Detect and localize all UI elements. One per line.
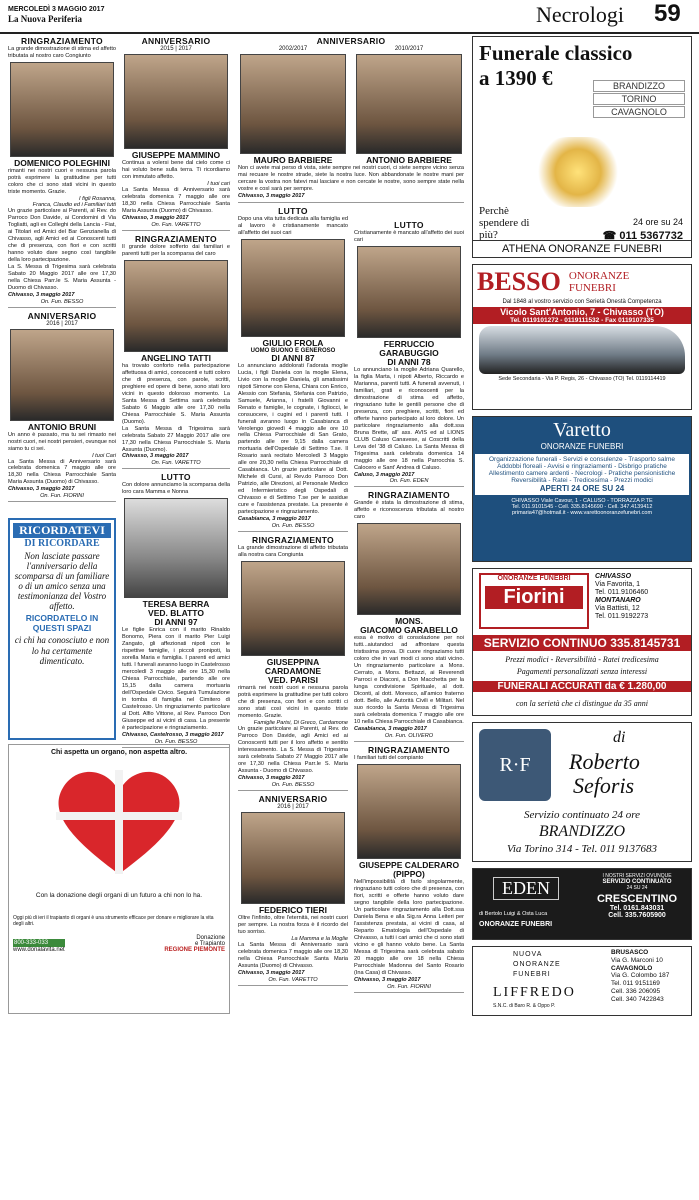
notice-barbiere — [238, 36, 464, 203]
notice-place: Chivasso, 3 maggio 2017 — [122, 453, 189, 460]
eden-name: EDEN — [493, 877, 559, 900]
funeral-home: On. Fun. OLIVERO — [384, 733, 434, 740]
notice-tatti — [122, 234, 230, 470]
heart-icon — [44, 764, 194, 884]
deceased-age: DI ANNI 78 — [387, 356, 431, 367]
besso-since: Dal 1848 al vostro servizio con Serietà Onestà Competenza — [502, 299, 662, 305]
deceased-name: ANTONIO BARBIERE — [366, 155, 452, 165]
funeral-home: On. Fun. FIORINI — [387, 983, 431, 990]
fiorini-city: MONTANARO — [595, 597, 641, 605]
don-head: Chi aspetta un organo, non aspetta altro. — [50, 749, 188, 756]
ric-title: DI RICORDARE — [24, 538, 100, 549]
ric-body: Non lasciate passare l'anniversario della scomparsa di un familiare o di un amico senza una testimonianza del Vostro affetto. — [14, 551, 110, 612]
notice-place: Chivasso, 3 maggio 2017 — [8, 291, 75, 298]
funeral-home: On. Fun. BESSO — [154, 738, 198, 745]
notice-kind: RINGRAZIAMENTO — [21, 36, 103, 46]
seforis-service: Servizio continuato 24 ore — [524, 809, 640, 821]
hands-image — [533, 137, 623, 207]
deceased-name: GIULIO FROLA — [262, 337, 324, 348]
eden-of: ONORANZE FUNEBRI — [479, 921, 553, 928]
notice-intro: Il grande dolore sofferto dai familiari e parenti tutti per la scomparsa del caro — [122, 243, 230, 257]
don-caption: Con la donazione degli organi di un futuro a chi non lo ha. — [35, 892, 203, 899]
deceased-name: GIUSEPPE MAMMINO — [131, 150, 221, 160]
deceased-name: GARABUGGIO — [379, 347, 439, 358]
notice-kind: LUTTO — [278, 205, 308, 216]
notice-text: La Santa Messa di Anniversario sarà celebrata domenica 7 maggio alle ore 18,30 nella Chiesa Parrocchiale Santa Maria Assunta (Duomo) di Chivasso. — [238, 941, 348, 969]
fiorini-price: FUNERALI ACCURATI da € 1.280,00 — [473, 681, 691, 692]
notice-text: Lo annunciano la moglie Adriana Quarello, la figlia Marta, i nipoti Alberto, Riccardo e Marianna, parenti tutti. A funerali avvenuti, i familiari, grati e riconoscenti per la dimostrazione di stima ed affetto, ringraziano tutte le gentili persone che di presenza, con preghiere, scritti, fiori ed offerte hanno partecipato al loro dolore. Un particolare ringraziamento alla dott.ssa Bruna Brette, all' ass. AVIS ed al LIONS CLUB Caluso Canavese, ai Coscritti della Leva del '38 di Caluso. La Santa Messa di Trigesima sarà celebrata domenica 14 maggio alle ore 18 nella Parrocchia S. Calocero e Sant' Andrea di Caluso. — [354, 366, 464, 471]
fiorini-tel[interactable]: Tel. 011.9192273 — [595, 613, 649, 621]
seforis-address[interactable]: Via Torino 314 - Tel. 011 9137683 — [506, 843, 658, 855]
liffredo-town: BRUSASCO — [611, 949, 649, 956]
town: TORINO — [593, 93, 685, 105]
notice-intro: La grande dimostrazione di affetto tributata alla nostra cara Congiunta — [238, 545, 348, 559]
notice-kind: ANNIVERSARIO — [258, 793, 328, 804]
notice-years: 2010/2017 — [394, 46, 424, 52]
notice-garabello — [354, 490, 464, 742]
funeral-home: On. Fun. BESSO — [271, 523, 315, 530]
deceased-name: GIACOMO GARABELLO — [360, 625, 458, 636]
liffredo-addr: Via G. Marconi 10 — [611, 956, 663, 964]
notice-kind: ANNIVERSARIO — [27, 310, 97, 321]
funeral-home: On. Fun. BESSO — [271, 781, 315, 788]
funeral-home: On. Fun. FIORINI — [40, 493, 84, 500]
athena-line1: Funerale classico — [479, 41, 633, 65]
fiorini-tel[interactable]: Tel. 011.9106460 — [595, 589, 649, 597]
fiorini-band[interactable]: SERVIZIO CONTINUO 335.8145731 — [473, 635, 691, 651]
signature: I tuoi cari — [207, 180, 230, 187]
portrait-photo — [357, 523, 461, 615]
eden-r2: SERVIZIO CONTINUATO — [602, 879, 672, 885]
portrait-photo — [241, 239, 345, 337]
deceased-name: DOMENICO POLEGHINI — [14, 157, 110, 168]
don-right: e Trapianto — [194, 941, 225, 947]
deceased-name: VED. BLATTO — [148, 608, 204, 619]
notice-kind: ANNIVERSARIO — [141, 36, 211, 46]
athena-phone[interactable]: ☎ 011 5367732 — [602, 230, 683, 242]
newspaper-name: La Nuova Periferia — [8, 14, 82, 24]
liffredo-tel[interactable]: Tel. 011 9151169 — [611, 980, 660, 988]
eden-tel[interactable]: Cell. 335.7605900 — [608, 912, 666, 919]
portrait-photo — [124, 498, 228, 598]
deceased-name: MONS. — [395, 616, 423, 627]
notice-place: Casabianca, 3 maggio 2017 — [238, 516, 311, 523]
notice-text: Un anno è passato, ma tu sei rimasto nei nostri cuori, nei nostri pensieri, ovunque noi siamo tu ci sei. — [8, 431, 116, 452]
notice-intro: Grande è stata la dimostrazione di stima, affetto e riconoscenza tributata al nostro caro — [354, 500, 464, 521]
portrait-photo — [10, 329, 114, 421]
notice-text: Nell'impossibilità di farlo singolarmente, ringraziano tutti coloro che di presenza, con fiori, scritti e offerte hanno voluto dare segno tangibile della loro partecipazione. Un particolare ringraziamento alla Dott.ssa Daniela Bena e alla Sig.ra Anna Leiteri per l'assistenza prestata, ai vicini di casa, al Reparto Ematologia dell'Ospedale di Chivasso, a tutti i cari amici che ci sono stati vicino e gli hanno voluto bene. La Santa Messa di Trigesima sarà celebrata sabato 20 maggio alle ore 18 nella Chiesa Parrocchiale Madonna del Santo Rosario (Ina Casa) di Chivasso. — [354, 878, 464, 976]
notice-place: Chivasso, 3 maggio 2017 — [122, 214, 189, 221]
notice-text: Non ci avete mai perso di vista, siete sempre nei nostri cuori, ci siete sempre vicino senza mai recuare le nostre strade, siete la nostra luce. Non abbandonate le nostre mani per cercare la vostra non fatevi mai lasciare e non cercate le nostre, sono sempre state nella vostre e così sarà per sempre. — [238, 164, 464, 192]
varetto-sub: ONORANZE FUNEBRI — [540, 442, 624, 451]
deceased-name: VED. PARISI — [268, 675, 318, 686]
notice-text: Le figlie Enrica con il marito Rinaldo Bonomo, Piera con il marito Pier Luigi Zangato, gli affezionati nipoti con le rispettive famiglie, i piccoli pronipoti, la sorella Maria e famiglia. I parenti ed amici tutti. I funerali avranno luogo in Castelrosso mercoledì 3 maggio alle ore 15,30 nella Chiesa Parrocchiale, partendo alle ore 15,15 dalla camera mortuaria dell'Ospedale Civico. Seguirà Tumulazione in tomba di famiglia nel Cimitero di Castelrosso. Un ringraziamento particolare al Dott. Alfio Vittone, al Rev. Parroco Don Giuseppe ed ai vicini di casa. La presente è partecipazione e ringraziamento. — [122, 627, 230, 731]
notice-kind: RINGRAZIAMENTO — [368, 490, 450, 501]
notice-intro: Con dolore annunciamo la scomparsa della loro cara Mamma e Nonna — [122, 482, 230, 496]
ad-varetto[interactable] — [472, 416, 692, 562]
notice-text: La Santa Messa di Anniversario sarà celebrata domenica 7 maggio alle ore 18,30 nella Chiesa Parrocchiale Santa Maria Assunta (Duomo) di Chivasso. — [122, 186, 230, 214]
athena-towns — [593, 79, 685, 119]
sub-column-3a — [238, 206, 348, 989]
fiorini-arc: ONORANZE FUNEBRI — [497, 575, 571, 582]
varetto-name: Varetto — [553, 419, 611, 441]
ric-call: RICORDATELO IN QUESTI SPAZI — [25, 613, 99, 634]
signature: La Mamma e la Moglie — [291, 935, 348, 942]
athena-name: ATHENA ONORANZE FUNEBRI — [473, 240, 691, 257]
notice-kind: LUTTO — [394, 220, 424, 230]
portrait-photo — [124, 260, 228, 352]
funeral-home: On. Fun. VARETTO — [151, 460, 201, 467]
notice-cardamone — [238, 535, 348, 791]
eden-r3: 24 SU 24 — [626, 885, 648, 891]
signature: Franca, Claudio ed i Familiari tutti — [32, 201, 116, 208]
don-fine: Oggi più di ieri il trapianto di organi è una strumento efficace per donare e migliorare la vita degli altri. — [13, 915, 214, 927]
fiorini-addr: Via Favorita, 1 — [595, 581, 641, 589]
liffredo-snc: S.N.C. di Baro R. & Oppo P. — [493, 1003, 556, 1009]
varetto-address: CHIVASSO Viale Cavour, 1 - CALUSO - TORRAZZA P.TE — [511, 498, 653, 504]
fiorini-addr: Via Battisti, 12 — [595, 605, 640, 613]
notice-mammino — [122, 36, 230, 231]
portrait-photo — [240, 54, 346, 154]
notice-kind: RINGRAZIAMENTO — [135, 233, 217, 244]
issue-date: MERCOLEDÌ 3 MAGGIO 2017 — [8, 6, 105, 13]
deceased-name: FERRUCCIO — [383, 338, 435, 349]
notice-place: Caluso, 3 maggio 2017 — [354, 471, 415, 478]
deceased-epithet: UOMO BUONO E GENEROSO — [250, 347, 336, 354]
column-4 — [354, 220, 464, 1200]
deceased-name: MAURO BARBIERE — [253, 155, 333, 165]
fiorini-city: CHIVASSO — [595, 573, 632, 580]
liffredo-of: ONORANZE — [513, 961, 561, 968]
varetto-mail[interactable]: primaria47@hotmail.it - www.varettoonoranzefunebri.com — [511, 510, 653, 516]
funeral-home: On. Fun. BESSO — [40, 298, 84, 305]
notice-text: Oltre l'infinito, oltre l'eternità, nei nostri cuori per sempre. La nostra forza è il ricordo del tuo sorriso. — [238, 914, 348, 935]
varetto-line: Allestimento camere ardenti - Necrologi - Pratiche pensionistiche — [488, 470, 676, 477]
seforis-name: Roberto — [569, 749, 640, 774]
signature: I tuoi Cari — [92, 452, 116, 459]
don-right: Donazione — [196, 935, 225, 941]
notice-years: 2016 | 2017 — [46, 320, 78, 327]
eden-tel[interactable]: Tel. 0161.843031 — [609, 905, 665, 912]
notice-bruni — [8, 311, 116, 503]
notice-years: 2016 | 2017 — [277, 803, 309, 810]
notice-tieri — [238, 794, 348, 986]
varetto-line: Reversibilità - Ratei - Tredicesima - Prezzi modici — [511, 477, 653, 484]
notice-place: Chivasso, 3 maggio 2017 — [8, 486, 75, 493]
liffredo-of: FUNEBRI — [513, 971, 551, 978]
deceased-name: FEDERICO TIERI — [258, 904, 327, 915]
portrait-photo — [357, 764, 461, 859]
don-site: www.donalavita.net — [13, 947, 65, 953]
notice-text: Lo annunciano addolorati l'adorata moglie Lucia, i figli Daniela con la moglie Elena, Livio con la moglie Daniela, gli amatissimi nipoti Simone con Elena, Chiara con Enrico, Alessio con Stefania, Stefania con Patrizio, Samuele, Arianna, i fratelli Giovanni e Renato e famiglie, le cognate, i figliocci, le consuocere, i cugini ed i parenti tutti. I funerali avranno luogo in Casabianca di Verolengo giovedì 4 maggio alle ore 10 nella Chiesa Parrocchiale di San Grato, partendo alle ore 9,15 dalla camera mortuaria dell'Ospedale di Settimo T.se. Il Rosario sarà recitato Mercoledì 3 Maggio alle ore 20,30 nella Chiesa Parrocchiale di Casabianca. Un grazie particolare al Dott. Michele di Cursi, al Rev.do Parroco Don Patrizio, alle Direzioni, al Personale Medico ed Infermieristico degli Ospedali di Chivasso e di Settimo T.se per le assidue cure e l'assistenza prestate. La presente è partecipazione e ringraziamento. — [238, 362, 348, 516]
notice-poleghini — [8, 36, 116, 308]
seforis-logo: R·F — [479, 729, 551, 801]
athena-line2: a 1390 € — [479, 66, 553, 90]
besso-tag: FUNEBRI — [568, 282, 616, 294]
notice-kind: RINGRAZIAMENTO — [368, 745, 450, 756]
don-phone: 800-333-033 — [13, 939, 65, 947]
notice-text: essa è motivo di consolazione per noi tutti...aiutandoci ad affrontare questa tristissima prova. Di cuore ringraziamo tutti coloro che in vari modi ci sono stati vicino. Un ringraziamento particolare a Mons. Cerrato, a Mons. Bettazzi, ai Reverendi Parroci e Diaconi, a Don Macchetta per la lunga condivisione Spirituale, al dott. Diconti, al dott. Moresco, all'amico fraterno dott. Bello, alle Autorità Civili e Militari. Nel suo ricordo la Santa Messa di Trigesima sarà celebrata domenica 7 maggio alle ore 10 nella Chiesa Parrocchiale di Casabianca. — [354, 635, 464, 726]
notice-text: La Santa Messa di Trigesima sarà celebrata Sabato 27 Maggio 2017 alle ore 17,30 nella Chiesa Parrocchiale S. Maria Assunta (Duomo). — [122, 425, 230, 453]
ric-title: RICORDATEVI — [13, 523, 111, 538]
ad-liffredo[interactable] — [472, 946, 692, 1016]
fiorini-p2: Pagamenti personalizzati senza interessi — [516, 667, 648, 676]
signature: I figli Rosanna, — [78, 195, 116, 202]
notice-text: ha trovato conforto nella partecipazione affettuosa di amici, conoscenti e tutti coloro che di presenza, con parole, scritti, preghiere ed opere di bene, sono stati loro vicini in questo doloroso momento. La Santa Messa di Settima sarà celebrata Sabato 6 Maggio alle ore 17,30 nella Chiesa Parrocchiale S. Maria Assunta (Duomo). — [122, 362, 230, 425]
portrait-photo — [124, 54, 228, 149]
notice-kind: LUTTO — [161, 472, 191, 483]
deceased-age: DI ANNI 97 — [154, 617, 198, 628]
ricordatevi-box — [8, 518, 116, 740]
notice-text: Un grazie particolare ai Parenti, al Rev. do Parroco Don Davide, ai Condomini di Via Togliatti, agli ex Colleghi della Lancia - Fiat, ai Titolari ed Amici del Bar Genzianella di Chivasso, agli Amici ed ai Conoscenti tutti che di presenza, con fiori e con scritti hanno voluto dare segno così tangibile della loro partecipazione. — [8, 207, 116, 263]
portrait-photo — [241, 561, 345, 656]
funeral-home: On. Fun. EDEN — [389, 478, 429, 485]
portrait-photo — [357, 246, 461, 338]
organ-donation-ad — [8, 744, 230, 1014]
besso-tel[interactable]: Tel. 0119101272 - 0119111532 - Fax 0119107335 — [473, 317, 691, 324]
fiorini-name: Fiorini — [485, 586, 583, 609]
notice-intro: Cristianamente è mancato all'affetto dei suoi cari — [354, 230, 464, 243]
hearse-image — [479, 326, 685, 374]
notice-place: Casabianca, 3 maggio 2017 — [354, 726, 427, 733]
deceased-age: DI ANNI 87 — [271, 352, 315, 363]
varetto-line: Addobbi floreali - Avvisi e ringraziamenti - Disbrigo pratiche — [497, 463, 667, 470]
portrait-photo — [356, 54, 462, 154]
liffredo-addr: Via G. Colombo 187 — [611, 972, 670, 980]
seforis-di: di — [613, 729, 626, 746]
notice-kind: ANNIVERSARIO — [316, 36, 386, 46]
section-title: Necrologi — [536, 2, 624, 27]
notice-years: 2002/2017 — [278, 46, 308, 52]
notice-calderaro — [354, 745, 464, 993]
notice-frola — [238, 206, 348, 532]
eden-r1: I NOSTRI SERVIZI OVUNQUE — [602, 873, 672, 879]
notice-text: Un grazie particolare ai Parenti, al Rev. do Parroco Don Davide, agli Amici ed ai Conoscenti tutti per il loro affetto e sentito interessamento. La S. Messa di Trigesima sarà celebrata Sabato 27 Maggio 2017 alle ore 17,30 nella Chiesa Parr.le S. Maria Assunta - Duomo di Chivasso. — [238, 725, 348, 774]
deceased-name: GIUSEPPINA CARDAMONE — [264, 657, 322, 677]
liffredo-town: CAVAGNOLO — [611, 964, 653, 972]
eden-by: di Bertolo Luigi & Osta Luca — [479, 911, 548, 917]
besso-tag: ONORANZE — [568, 270, 630, 282]
notice-place: Chivasso, 3 maggio 2017 — [238, 192, 305, 199]
ad-besso[interactable] — [472, 264, 692, 410]
besso-address: Vicolo Sant'Antonio, 7 - Chivasso (TO) — [473, 307, 691, 317]
fiorini-foot: con la serietà che ci distingue da 35 anni — [516, 699, 648, 708]
town: BRANDIZZO — [593, 80, 685, 92]
ad-seforis[interactable] — [472, 722, 692, 862]
liffredo-nuova: NUOVA — [513, 951, 543, 958]
regione-logo: REGIONE PIEMONTE — [164, 947, 225, 953]
portrait-photo — [10, 62, 114, 157]
ad-eden[interactable] — [472, 868, 692, 940]
eden-town: CRESCENTINO — [596, 893, 678, 905]
ad-athena[interactable] — [472, 36, 692, 258]
notice-place: Chivasso, 3 maggio 2017 — [238, 774, 305, 781]
page-number: 59 — [654, 0, 681, 27]
varetto-line: Organizzazione funerali - Servizi e consulenze - Trasporto salme — [488, 456, 676, 463]
deceased-name: GIUSEPPE CALDERARO — [358, 860, 460, 871]
liffredo-cell[interactable]: Cell. 340 7422843 — [611, 995, 664, 1003]
varetto-tel[interactable]: Tel. 011.9101545 - Cell. 335.8145690 - Cell. 347.4139412 — [511, 504, 653, 510]
deceased-name: ANGELINO TATTI — [140, 352, 212, 363]
deceased-name: (PIPPO) — [393, 868, 425, 879]
notice-intro: I familiari tutti del compianto — [354, 755, 424, 762]
liffredo-name: LIFFREDO — [493, 985, 576, 1000]
seforis-name: Seforis — [573, 773, 635, 798]
notice-intro: La grande dimostrazione di stima ed affetto tributata al nostro caro Congiunto — [8, 46, 116, 59]
notice-place: Chivasso, 3 maggio 2017 — [354, 976, 421, 983]
liffredo-cell[interactable]: Cell. 336 206095 — [611, 987, 661, 995]
notice-text: rimanti nei nostri cuori e nessuna parola potrà esprimere la gratitudine per tutti coloro che ci sono stati vicini in questo triste momento. Grazie. — [8, 167, 116, 195]
athena-question: Perchè spendere di più? — [479, 205, 530, 241]
notice-text: Continua a volersi bene dal cielo come ci hai voluto bene sulla terra. Ti ricordiamo con immutato affetto. — [122, 159, 230, 180]
athena-hours: 24 ore su 24 — [632, 217, 683, 227]
signature: Famiglie Parisi, Di Greco, Cardamone — [253, 719, 348, 726]
funeral-home: On. Fun. VARETTO — [268, 976, 318, 983]
notice-text: La S. Messa di Trigesima sarà celebrata Sabato 20 Maggio 2017 alle ore 17,30 nella Chiesa Parr.le S. Maria Assunta - Duomo di Chivasso. — [8, 263, 116, 291]
ric-body2: ci chi ha conosciuto e non lo ha certamente dimenticato. — [14, 635, 110, 666]
notice-place: Chivasso, 3 maggio 2017 — [238, 969, 305, 976]
notice-text: La Santa Messa di Anniversario sarà celebrata domenica 7 maggio alle ore 18,30 nella Chiesa Parrocchiale Santa Maria Assunta (Duomo) di Chivasso. — [8, 458, 116, 486]
deceased-name: ANTONIO BRUNI — [27, 421, 97, 432]
notice-berra — [122, 472, 230, 747]
notice-place: Chivasso, Castelrosso, 3 maggio 2017 — [122, 731, 224, 738]
funeral-home: On. Fun. VARETTO — [151, 221, 201, 228]
column-2 — [122, 36, 230, 745]
notice-kind: RINGRAZIAMENTO — [252, 535, 334, 546]
portrait-photo — [241, 812, 345, 904]
town: CAVAGNOLO — [593, 106, 685, 118]
notice-text: rimarrà nei nostri cuori e nessuna parola potrà esprimere la gratitudine per tutti coloro che di presenza, con fiori e con scritti ci sono stati così vicini in questo triste momento. Grazie. — [238, 685, 348, 719]
notice-garabuggio — [354, 220, 464, 487]
varetto-hours: APERTI 24 ORE SU 24 — [539, 484, 625, 493]
ad-fiorini[interactable] — [472, 568, 692, 716]
page-header — [0, 0, 699, 34]
besso-name: BESSO — [477, 267, 561, 296]
fiorini-p1: Prezzi modici - Reversibilità - Ratei tredicesima — [505, 655, 659, 664]
notice-intro: Dopo una vita tutta dedicata alla famiglia ed al lavoro è cristianamente mancato all'affetto dei suoi cari — [238, 215, 348, 236]
notice-years: 2015 | 2017 — [160, 46, 192, 52]
seforis-town: BRANDIZZO — [538, 823, 626, 840]
besso-sede: Sede Secondaria - Via P. Regis, 26 - Chivasso (TO) Tel. 0119114419 — [498, 376, 666, 382]
deceased-name: TERESA BERRA — [142, 599, 210, 610]
